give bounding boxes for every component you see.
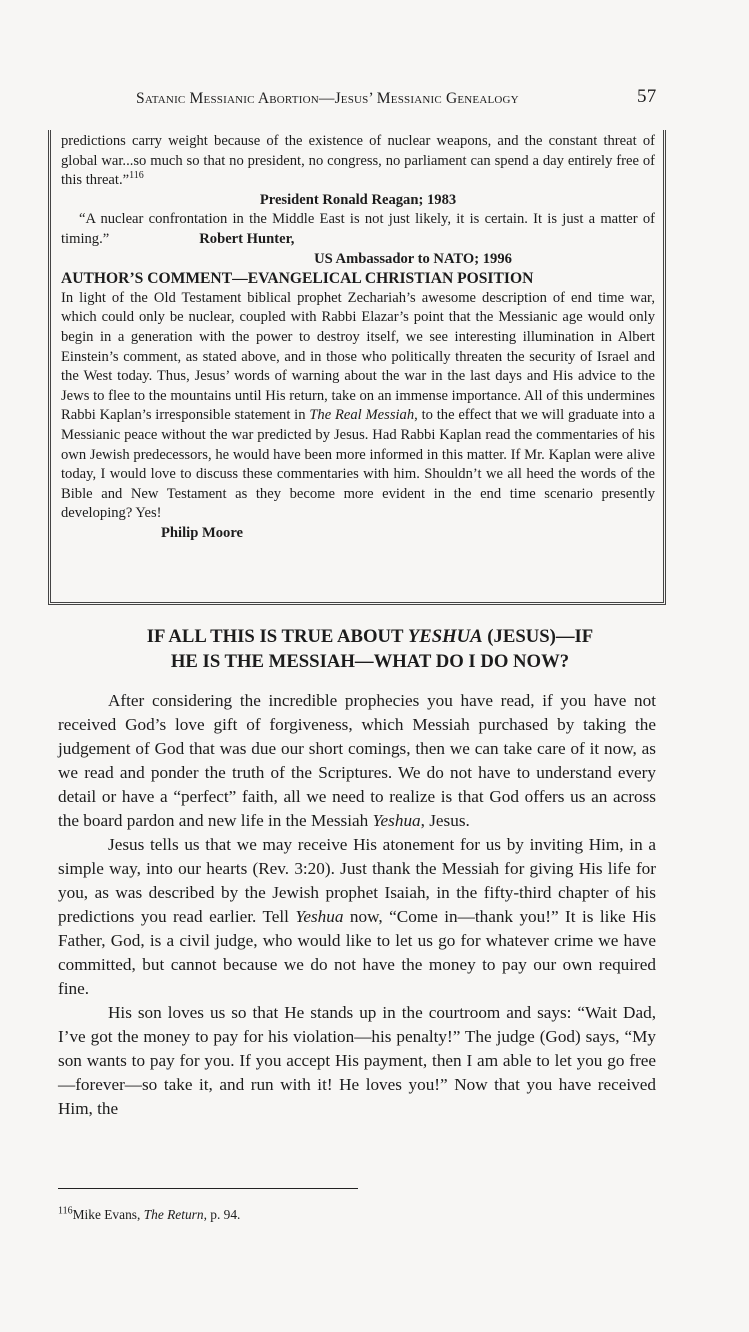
quote-reagan-attribution: President Ronald Reagan; 1983 [259,191,457,208]
section-heading-part1: IF ALL THIS IS TRUE ABOUT [146,626,408,647]
footnote-ref: 116 [129,170,144,182]
paragraph-3: His son loves us so that He stands up in the courtroom and says: “Wait Dad, I’ve got the money to pay for his violation—his penalty!” The judge (God) says, “My son wants to pay for you. If you accept His payment, then I am able to let you go free—forever—so take it, and run with it! He loves you!” Now that you have received Him, the [58,1003,656,1118]
author-comment-heading: AUTHOR’S COMMENT—EVANGELICAL CHRISTIAN POSITION [61,270,534,288]
author-comment-text: In light of the Old Testament biblical prophet Zechariah’s awesome description of end time war, which could only be nuclear, coupled with Rabbi Elazar’s point that the Messianic age would only begin in a generation with the power to destroy itself, we see interesting illumination in Albert Einstein’s comment, as stated above, and in those who politically threaten the security of Israel and the West today. Thus, Jesus’ words of warning about the war in the last days and His advice to the Jews to flee to the mountains until His return, take on an immense importance. All of this undermines Rabbi Kaplan’s irresponsible statement in [61,289,655,424]
paragraph-1-tail: , Jesus. [420,811,470,830]
paragraph-2-tail: now, “Come in—thank you!” It is like His Father, God, is a civil judge, who would like to let us go for whatever crime we have committed, but cannot because we do not have the money to pay our own required fine. [58,907,657,998]
page-number: 57 [637,86,657,107]
author-comment-text-tail: , to the effect that we will graduate into a Messianic peace without the war predicted by Jesus. Had Rabbi Kaplan read the commentaries of his own Jewish predecessors, he would have been more informed in this matter. If Mr. Kaplan were alive today, I would love to discuss these commentaries with him. Shouldn’t we all heed the words of the Bible and New Testament as they become more evident in the end time scenario presently developing? Yes! [61,407,655,522]
paragraph-2-italic: Yeshua [295,907,344,926]
quote-hunter-text: “A nuclear confrontation in the Middle East is not just likely, it is certain. It is just a matter of timing.” [61,211,655,247]
running-head-title: Satanic Messianic Abortion—Jesus’ Messianic Genealogy [136,90,519,107]
paragraph-1 [58,689,656,833]
paragraph-1-italic: Yeshua [372,811,421,830]
quote-hunter-title: US Ambassador to NATO; 1996 [314,250,512,267]
section-heading [60,624,680,674]
quote-hunter [61,210,655,249]
quote-reagan [61,132,655,191]
paragraph-2 [58,833,656,1001]
body-text [58,689,656,1121]
footnote [58,1207,240,1223]
footnote-title: The Return [143,1207,204,1222]
quote-hunter-name: Robert Hunter, [199,230,295,247]
book-title: The Real Messiah [309,407,415,424]
section-heading-part2: (JESUS)—IF [482,626,594,647]
section-heading-italic: YESHUA [407,626,483,647]
paragraph-1-text: After considering the incredible prophecies you have read, if you have not received God’s love gift of forgiveness, which Messiah purchased by taking the judgement of God that was due our short comings, then we can take care of it now, as we read and ponder the truth of the Scriptures. We do not have to understand every detail or have a “perfect” faith, all we need to realize is that God offers us an across the board pardon and new life in the Messiah [58,691,656,830]
footnote-author: Mike Evans, [72,1207,144,1222]
running-head [0,86,749,112]
footnote-page: , p. 94. [203,1207,241,1222]
quote-box [48,130,666,605]
section-heading-line2: HE IS THE MESSIAH—WHAT DO I DO NOW? [170,651,570,672]
quote-reagan-text: predictions carry weight because of the existence of nuclear weapons, and the constant threat of global war...so much so that no president, no congress, no parliament can spend a day entirely free of this threat.” [61,133,655,189]
author-signature: Philip Moore [161,524,244,541]
footnote-rule [58,1188,358,1189]
footnote-number: 116 [58,1205,73,1217]
section-heading-line1 [60,624,680,649]
author-comment-body [61,289,655,524]
paragraph-2-text: Jesus tells us that we may receive His atonement for us by inviting Him, in a simple way, into our hearts (Rev. 3:20). Just thank the Messiah for giving His life for you, as was described by the Jewish prophet Isaiah, in the fifty-third chapter of his predictions you read earlier. Tell [58,835,656,926]
